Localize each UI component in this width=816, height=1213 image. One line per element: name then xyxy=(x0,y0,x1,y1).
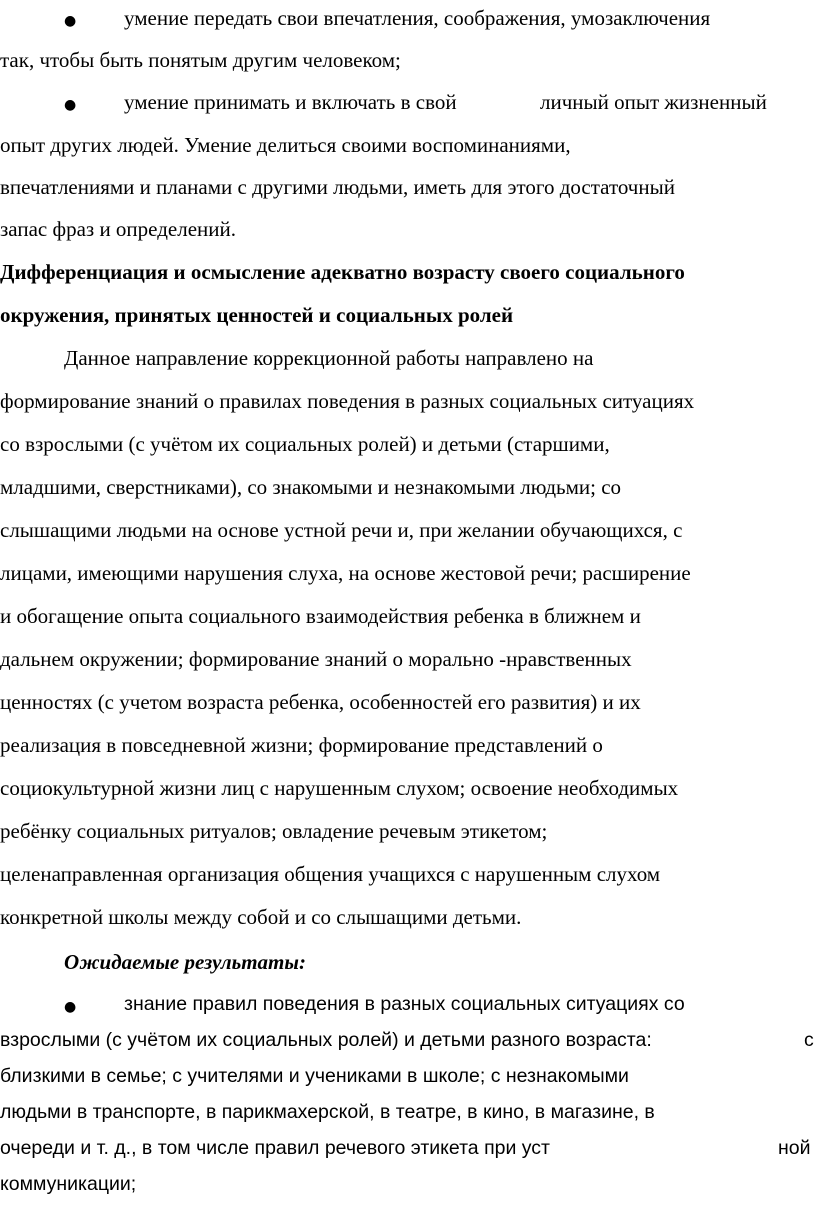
paragraph-line: и обогащение опыта социального взаимодействия ребенка в ближнем и xyxy=(0,604,641,628)
paragraph-line: ценностях (с учетом возраста ребенка, особенностей его развития) и их xyxy=(0,690,641,714)
paragraph-line: ребёнку социальных ритуалов; овладение речевым этикетом; xyxy=(0,819,548,843)
paragraph-line: умение передать свои впечатления, соображения, умозаключения xyxy=(124,6,711,30)
bullet-icon: ● xyxy=(64,97,77,113)
paragraph-line: дальнем окружении; формирование знаний о морально -нравственных xyxy=(0,647,632,671)
paragraph-line: взрослыми (с учётом их социальных ролей) и детьми разного возраста: xyxy=(0,1029,652,1051)
paragraph-line: запас фраз и определений. xyxy=(0,217,236,241)
paragraph-line: младшими, сверстниками), со знакомыми и незнакомыми людьми; со xyxy=(0,475,622,499)
paragraph-line: целенаправленная организация общения учащихся с нарушенным слухом xyxy=(0,862,661,886)
paragraph-line: близкими в семье; с учителями и учениками в школе; с незнакомыми xyxy=(0,1065,629,1087)
paragraph-line: коммуникации; xyxy=(0,1173,137,1195)
paragraph-line: умение принимать и включать в свой xyxy=(124,90,457,114)
paragraph-line: со взрослыми (с учётом их социальных ролей) и детьми (старшими, xyxy=(0,432,610,456)
paragraph-line: с xyxy=(804,1029,814,1051)
paragraph-line: Данное направление коррекционной работы направлено на xyxy=(64,346,594,370)
paragraph-line: слышащими людьми на основе устной речи и, при желании обучающихся, с xyxy=(0,518,683,542)
paragraph-line: личный опыт жизненный xyxy=(540,90,767,114)
paragraph-line: лицами, имеющими нарушения слуха, на основе жестовой речи; расширение xyxy=(0,561,691,585)
paragraph-line: людьми в транспорте, в парикмахерской, в театре, в кино, в магазине, в xyxy=(0,1101,655,1123)
paragraph-line: так, чтобы быть понятым другим человеком; xyxy=(0,48,401,72)
paragraph-line: ной xyxy=(778,1137,811,1159)
expected-results-title: Ожидаемые результаты: xyxy=(64,950,306,974)
paragraph-line: знание правил поведения в разных социальных ситуациях со xyxy=(124,993,685,1015)
paragraph-line: очереди и т. д., в том числе правил речевого этикета при уст xyxy=(0,1137,550,1159)
section-heading: окружения, принятых ценностей и социальных ролей xyxy=(0,303,514,327)
bullet-icon: ● xyxy=(64,13,77,29)
section-heading: Дифференциация и осмысление адекватно возрасту своего социального xyxy=(0,260,685,284)
paragraph-line: впечатлениями и планами с другими людьми, иметь для этого достаточный xyxy=(0,175,675,199)
paragraph-line: конкретной школы между собой и со слышащими детьми. xyxy=(0,905,522,929)
paragraph-line: формирование знаний о правилах поведения в разных социальных ситуациях xyxy=(0,389,695,413)
bullet-icon: ● xyxy=(64,999,77,1015)
paragraph-line: опыт других людей. Умение делиться своими воспоминаниями, xyxy=(0,133,571,157)
paragraph-line: реализация в повседневной жизни; формирование представлений о xyxy=(0,733,603,757)
paragraph-line: социокультурной жизни лиц с нарушенным слухом; освоение необходимых xyxy=(0,776,679,800)
